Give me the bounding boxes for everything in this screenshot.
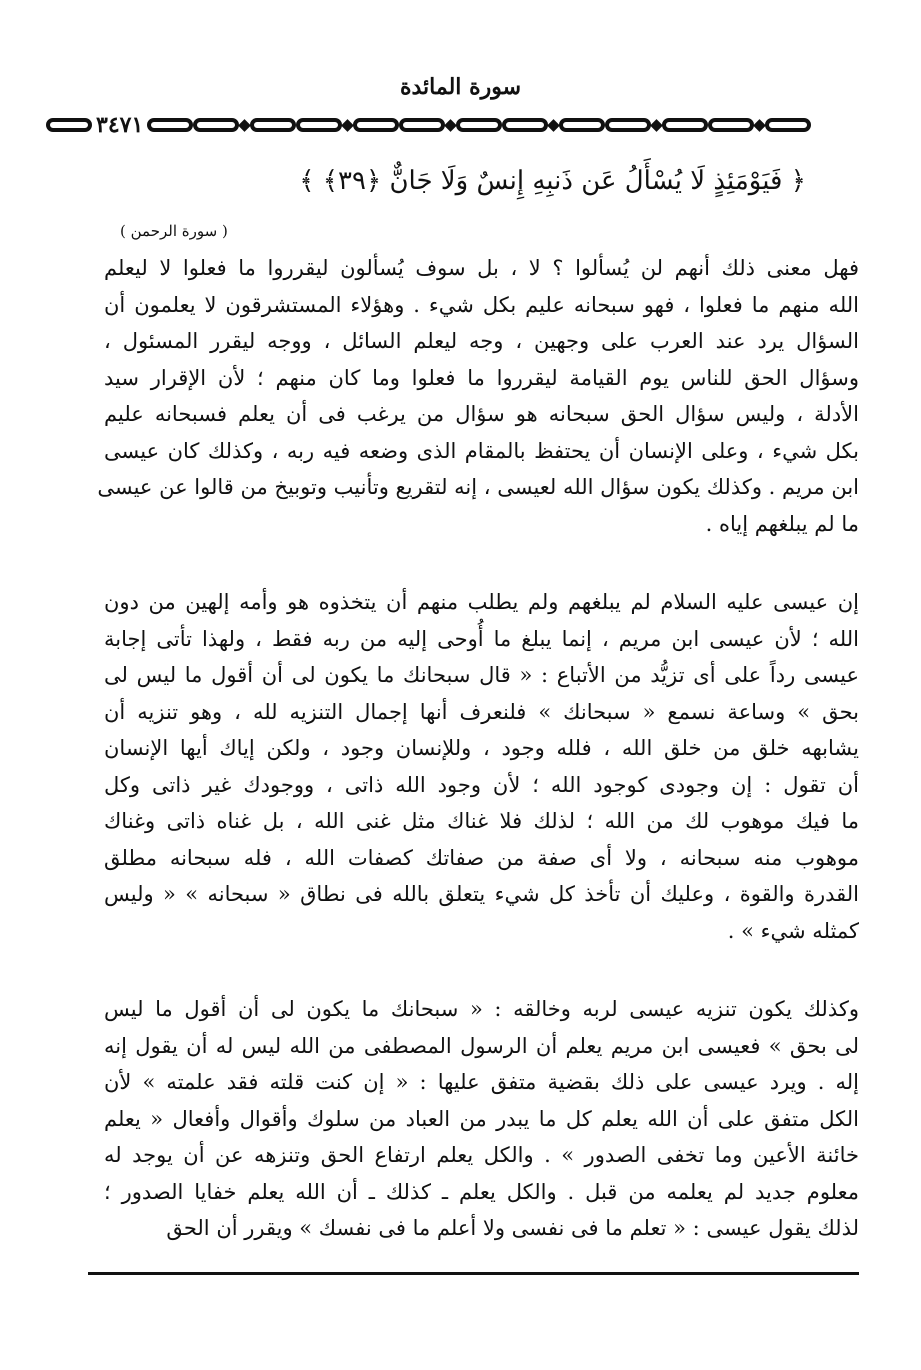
chain-link <box>193 118 239 132</box>
text-line: ما لم يبلغهم إياه . <box>705 511 859 536</box>
chain-link <box>46 118 92 132</box>
chain-link <box>708 118 754 132</box>
text-line: معلوم جديد لم يعلمه من قبل . والكل يعلم ـ كذلك ـ أن الله يعلم خفايا الصدور ؛ <box>104 1179 859 1204</box>
chain-link <box>502 118 548 132</box>
text-line: أن تقول : إن وجودى كوجود الله ؛ لأن وجود الله ذاتى ، ووجودك غير ذاتى وكل <box>104 772 859 797</box>
text-line: خائنة الأعين وما تخفى الصدور » . والكل يعلم ارتفاع الحق وتنزهه عن أن يوجد له <box>104 1143 859 1167</box>
diamond-ornament <box>650 119 663 132</box>
chain-link <box>399 118 445 132</box>
diamond-ornament <box>547 119 560 132</box>
text-line: الله ؛ لأن عيسى ابن مريم ، إنما يبلغ ما أُوحى إليه من ربه فقط ، ولهذا تأتى إجابة <box>104 626 859 651</box>
diamond-ornament <box>444 119 457 132</box>
chain-link <box>250 118 296 132</box>
text-line: وسؤال الحق للناس يوم القيامة ليقرروا ما فعلوا وما كان منهم ؛ لأن الإقرار سيد <box>104 365 859 390</box>
verse-citation: ( سورة الرحمن ) <box>120 222 228 240</box>
surah-title: سورة المائدة <box>399 74 522 100</box>
quran-verse: ﴿ فَيَوْمَئِذٍ لَا يُسْأَلُ عَن ذَنبِهِ إِنسٌ وَلَا جَانٌّ ﴿٣٩﴾ ﴾ <box>299 166 806 196</box>
text-line: إن عيسى عليه السلام لم يبلغهم ولم يطلب منهم أن يتخذوه هو وأمه إلهين من دون <box>104 590 859 614</box>
text-line: وكذلك يكون تنزيه عيسى لربه وخالقه : « سبحانك ما يكون لى أن أقول ما ليس <box>104 997 859 1021</box>
chain-link <box>147 118 193 132</box>
diamond-ornament <box>753 119 766 132</box>
diamond-ornament <box>238 119 251 132</box>
text-line: القدرة والقوة ، وعليك أن تأخذ كل شيء يتعلق بالله فى نطاق « سبحانه » « وليس <box>104 882 859 906</box>
chain-links <box>147 118 811 132</box>
paragraph-1 <box>97 250 859 542</box>
text-line: لذلك يقول عيسى : « تعلم ما فى نفسى ولا أعلم ما فى نفسك » ويقرر أن الحق <box>166 1216 859 1240</box>
chain-link <box>456 118 502 132</box>
chain-link <box>559 118 605 132</box>
text-line: لى بحق » فعيسى ابن مريم يعلم أن الرسول المصطفى من الله ليس له أن يقول إنه <box>104 1033 859 1058</box>
page-number: ٣٤٧١ <box>96 112 144 138</box>
text-line: كمثله شيء » . <box>727 918 859 943</box>
text-line: فهل معنى ذلك أنهم لن يُسألوا ؟ لا ، بل سوف يُسألون ليقرروا ما فعلوا لا ليعلم <box>104 256 859 280</box>
text-line: بكل شيء ، وعلى الإنسان أن يحتفظ بالمقام الذى وضعه فيه ربه ، وكذلك كان عيسى <box>104 438 859 463</box>
footer-rule <box>88 1272 859 1275</box>
text-line: يشابهه خلق من خلق الله ، فلله وجود ، وللإنسان وجود ، ولكن إياك أيها الإنسان <box>104 736 859 760</box>
chain-link <box>765 118 811 132</box>
text-line: الله منهم ما فعلوا ، فهو سبحانه عليم بكل شيء . وهؤلاء المستشرقون لا يعلمون أن <box>104 292 859 317</box>
text-line: بحق » وساعة نسمع « سبحانك » فلنعرف أنها إجمال التنزيه لله ، وهو تنزيه أن <box>104 699 859 724</box>
text-line: ما فيك موهوب لك من الله ؛ لذلك فلا غناك مثل غنى الله ، بل غناه ذاتى وغناك <box>104 809 859 833</box>
text-line: إله . ويرد عيسى على ذلك بقضية متفق عليها : « إن كنت قلته فقد علمته » لأن <box>104 1070 860 1094</box>
text-line: الكل متفق على أن الله يعلم كل ما يبدر من العباد من سلوك وأقوال وأفعال « يعلم <box>104 1106 859 1131</box>
paragraph-3 <box>104 991 859 1247</box>
chain-link <box>353 118 399 132</box>
text-line: عيسى رداً على أى تزيُّد من الأتباع : « قال سبحانك ما يكون لى أن أقول ما ليس لى <box>104 663 859 687</box>
text-line: موهوب منه سبحانه ، ولا أى صفة من صفاتك كصفات الله ، فله سبحانه مطلق <box>104 845 859 870</box>
chain-link <box>605 118 651 132</box>
chain-link <box>296 118 342 132</box>
text-line: السؤال يرد عند العرب على وجهين ، وجه ليعلم السائل ، ووجه ليقرر المسئول ، <box>104 329 859 353</box>
text-line: ابن مريم . وكذلك يكون سؤال الله لعيسى ، إنه لتقريع وتأنيب وتوبيخ من قالوا عن عيسى <box>97 475 859 499</box>
chain-link <box>662 118 708 132</box>
text-line: الأدلة ، وليس سؤال الحق سبحانه هو سؤال من يرغب فى أن يعلم فسبحانه عليم <box>104 402 859 426</box>
diamond-ornament <box>341 119 354 132</box>
paragraph-2 <box>104 584 859 949</box>
ornamental-header-border <box>46 114 858 136</box>
